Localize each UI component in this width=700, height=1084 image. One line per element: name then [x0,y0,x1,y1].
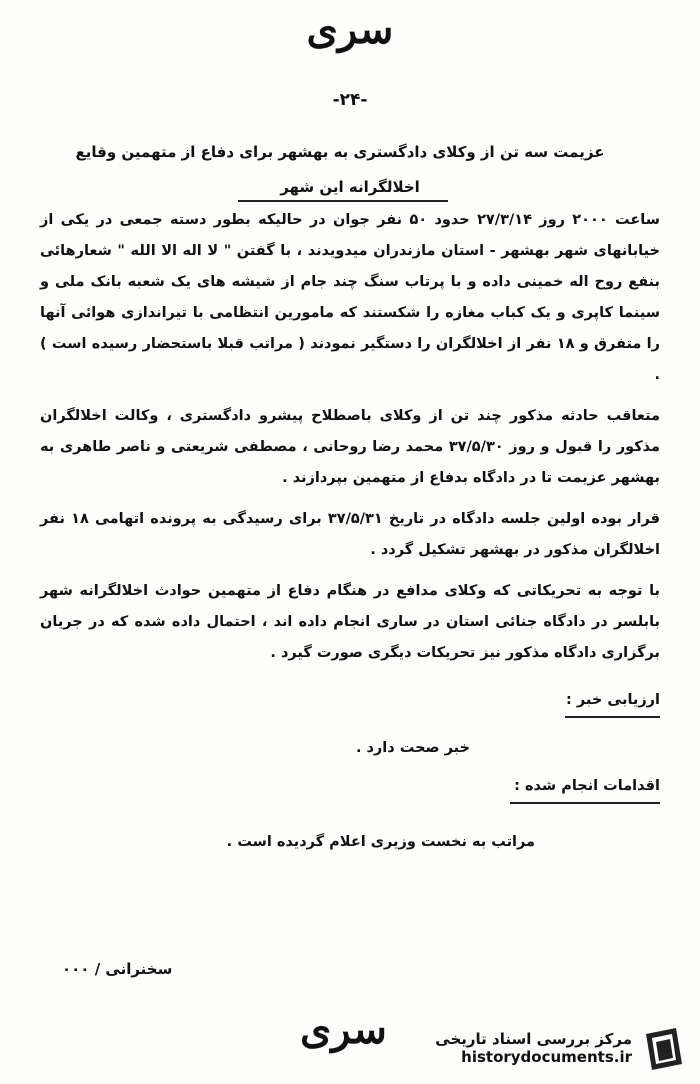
page-number: -۲۴- [332,90,368,110]
actions-label: اقدامات انجام شده : [514,778,660,794]
document-title-line-2: اخلالگرانه این شهر [280,178,420,196]
title-underline [238,200,448,202]
classification-footer: سری [300,1006,387,1053]
document-code: سخنرانی / ۰۰۰ [62,960,173,978]
evaluation-underline [565,716,660,718]
archive-watermark [388,1018,688,1078]
actions-underline [510,802,660,804]
paragraph-4: با توجه به تحریکاتی که وکلای مدافع در هنگام دفاع از متهمین حوادث اخلالگرانه شهر بابلسر در دادگاه جنائی استان در ساری انجام داده اند ، احتمال داده شده که در جریان برگزاری دادگاه مذکور نیز تحریکات دیگری صورت گیرد . [40,583,660,661]
watermark-url: historydocuments.ir [461,1048,632,1066]
archive-logo-icon [640,1024,688,1072]
evaluation-value: خبر صحت دارد . [355,740,470,756]
document-title-line-1: عزیمت سه تن از وکلای دادگستری به بهشهر برای دفاع از متهمین وقایع [75,143,605,161]
watermark-name: مرکز بررسی اسناد تاریخی [435,1030,632,1048]
paragraph-3: قرار بوده اولین جلسه دادگاه در تاریخ ۳۷/۵/۳۱ برای رسیدگی به پرونده اتهامی ۱۸ نفر اخلالگران مذکور در بهشهر تشکیل گردد . [40,511,660,558]
actions-value: مراتب به نخست وزیری اعلام گردیده است . [226,834,535,850]
paragraph-2: متعاقب حادثه مذکور چند تن از وکلای باصطلاح پیشرو دادگستری ، وکالت اخلالگران مذکور را قبول و روز ۳۷/۵/۳۰ محمد رضا روحانی ، مصطفی شریعتی و ناصر طاهری به بهشهر عزیمت تا در دادگاه بدفاع از متهمین بپردازند . [40,408,660,486]
paragraph-1: ساعت ۲۰۰۰ روز ۲۷/۳/۱۴ حدود ۵۰ نفر جوان در حالیکه بطور دسته جمعی در یکی از خیابانهای شهر بهشهر - استان مازندران میدویدند ، با گفتن " لا اله الا الله " شعارهائی بنفع روح اله خمینی داده و با پرتاب سنگ چند جام از شیشه های یک شعبه بانک ملی و سینما کاپری و یک کباب مغازه را شکستند که مامورین انتظامی با تیراندازی هوائی آنها را متفرق و ۱۸ نفر از اخلالگران را دستگیر نمودند ( مراتب قبلا باستحضار رسیده است ) . [40,212,660,383]
evaluation-label: ارزیابی خبر : [566,692,660,708]
document-body [40,205,660,679]
classification-header: سری [306,6,394,53]
